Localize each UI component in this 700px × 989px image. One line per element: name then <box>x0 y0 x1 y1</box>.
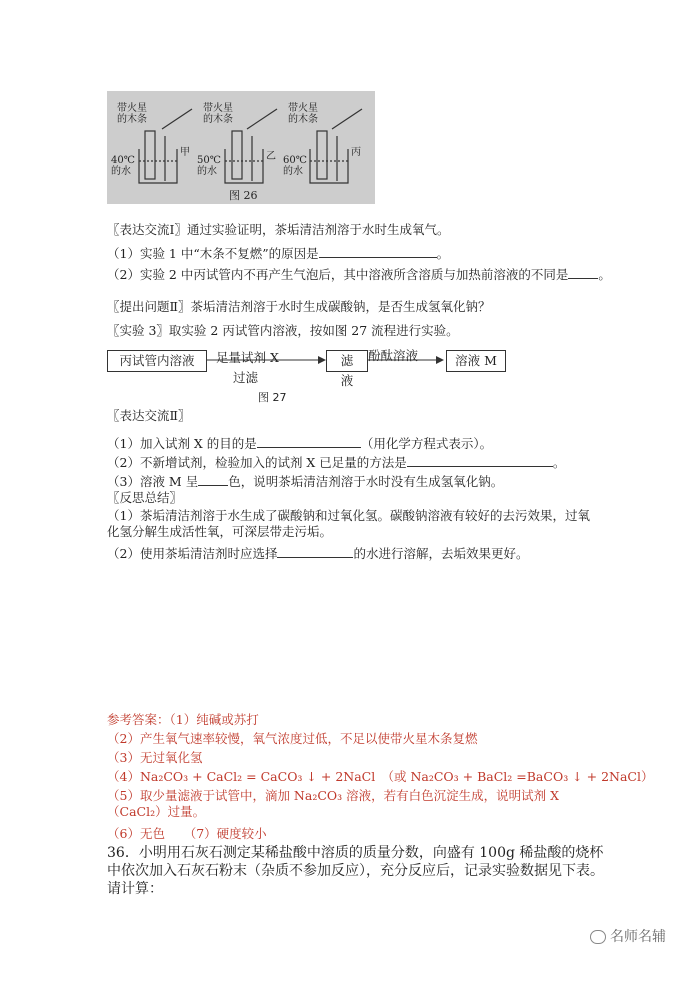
fig26-label-2: 带火星的木条 <box>203 103 233 125</box>
flow-arrow1-bottom: 过滤 <box>233 370 259 385</box>
expr1-q1: （1）实验 1 中“木条不复燃”的原因是 。 <box>107 246 450 261</box>
fig26-water-3: 60℃的水 <box>283 155 307 177</box>
fig27-caption: 图 27 <box>258 391 287 404</box>
figure-26-image <box>107 91 375 204</box>
expr2-q3: （3）溶液 M 呈 色，说明茶垢清洁剂溶于水时没有生成氢氧化钠。 <box>107 474 504 489</box>
reflect-p1: （1）茶垢清洁剂溶于水生成了碳酸钠和过氧化氢。碳酸钠溶液有较好的去污效果，过氧化氢分解生成活性氧，可深层带走污垢。 <box>107 508 590 539</box>
flow-box-3: 溶液 M <box>446 350 506 372</box>
question-2: 〖提出问题Ⅱ〗茶垢清洁剂溶于水时生成碳酸钠，是否生成氢氧化钠？ <box>107 299 491 314</box>
expr1-heading: 〖表达交流Ⅰ〗通过实验证明，茶垢清洁剂溶于水时生成氧气。 <box>107 222 450 237</box>
expr1-q2: （2）实验 2 中丙试管内不再产生气泡后，其中溶液所含溶质与加热前溶液的不同是 。 <box>107 267 611 282</box>
answer-5: （5）取少量滤液于试管中，滴加 Na₂CO₃ 溶液，若有白色沉淀生成，说明试剂 X（CaCl₂）过量。 <box>107 788 559 819</box>
answer-6: （6）无色 （7）硬度较小 <box>107 826 267 841</box>
reflect-p2: （2）使用茶垢清洁剂时应选择 的水进行溶解，去垢效果更好。 <box>107 546 529 561</box>
reflect-heading: 〖反思总结〗 <box>107 490 183 505</box>
answer-2: （2）产生氧气速率较慢，氧气浓度过低，不足以使带火星木条复燃 <box>107 731 478 746</box>
expr2-q1: （1）加入试剂 X 的目的是 （用化学方程式表示）。 <box>107 436 493 451</box>
flow-box-1: 丙试管内溶液 <box>107 350 207 372</box>
fig26-water-2: 50℃的水 <box>197 155 221 177</box>
fig26-label-3: 带火星的木条 <box>288 103 318 125</box>
question-36: 36．小明用石灰石测定某稀盐酸中溶质的质量分数，向盛有 100g 稀盐酸的烧杯中依次加入石灰石粉末（杂质不参加反应），充分反应后，记录实验数据见下表。请计算： <box>107 845 604 897</box>
experiment-3: 〖实验 3〗取实验 2 丙试管内溶液，按如图 27 流程进行实验。 <box>107 323 459 338</box>
watermark: 名师名辅 <box>590 926 666 946</box>
fig26-tube-3: 丙 <box>351 147 361 158</box>
fig26-tube-1: 甲 <box>180 147 190 158</box>
fig26-label-1: 带火星的木条 <box>117 103 147 125</box>
flow-arrow2-top: 酚酞溶液 <box>368 348 419 363</box>
answer-4: （4）Na₂CO₃ + CaCl₂ = CaCO₃ ↓ + 2NaCl （或 Na₂CO₃ + BaCl₂ =BaCO₃ ↓ + 2NaCl） <box>107 769 654 784</box>
answer-1: 参考答案：（1）纯碱或苏打 <box>107 712 259 727</box>
fig26-water-1: 40℃的水 <box>111 155 135 177</box>
wechat-icon <box>590 930 606 944</box>
flow-box-2: 滤液 <box>326 350 368 372</box>
expr2-heading: 〖表达交流Ⅱ〗 <box>107 408 191 423</box>
flow-arrow1-top: 足量试剂 X <box>216 350 279 365</box>
fig26-caption: 图 26 <box>229 189 258 202</box>
expr2-q2: （2）不新增试剂，检验加入的试剂 X 已足量的方法是 。 <box>107 455 566 470</box>
fig26-tube-2: 乙 <box>266 151 276 162</box>
answer-3: （3）无过氧化氢 <box>107 750 203 765</box>
